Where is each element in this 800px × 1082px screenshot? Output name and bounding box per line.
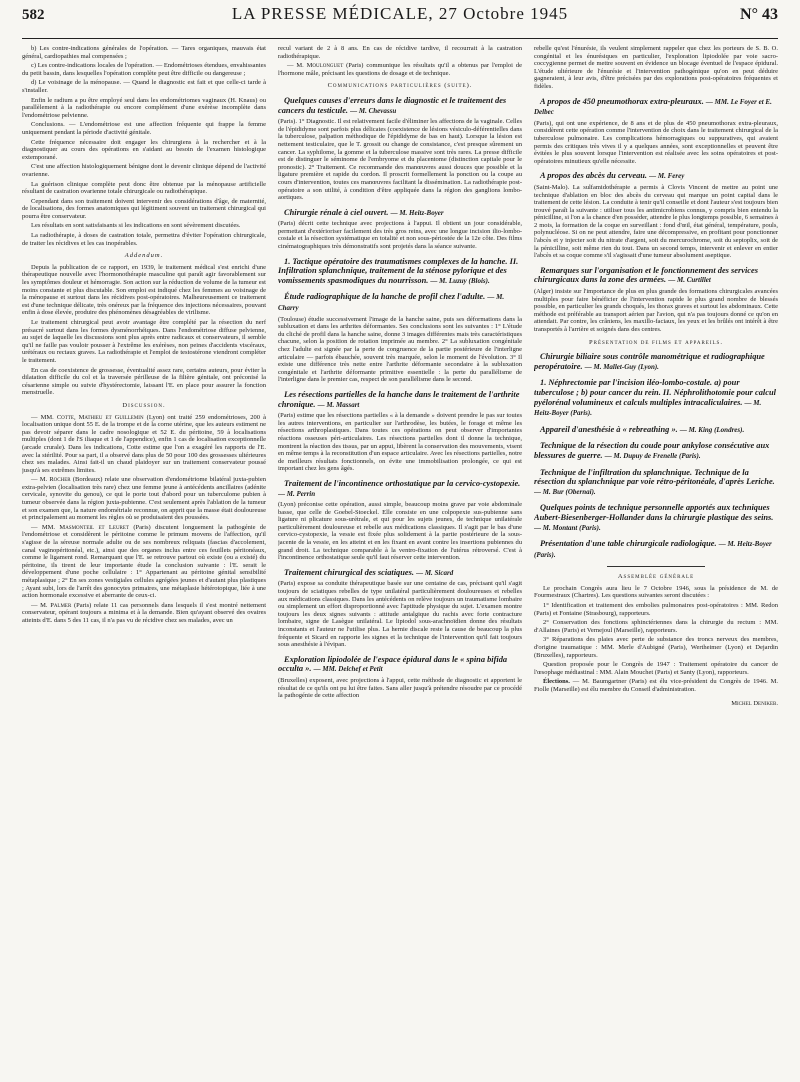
paragraph: recul variant de 2 à 8 ans. En cas de récidive tardive, il recourrait à la castration radiothérapique. <box>278 45 522 60</box>
article-author-text: MM. Le Foyer et E. Delbec <box>534 97 772 117</box>
film-author: — M. Heitz-Boyer (Paris). <box>534 540 772 559</box>
film-author: — M. Mallet-Guy (Lyon). <box>584 362 659 371</box>
paragraph: Question proposée pour le Congrès de 1947 : Traitement opératoire du cancer de l'œsophage médiastinal : MM. Alain Mouchet (Paris) et Santy (Lyon), rapporteurs. <box>534 661 778 676</box>
article-title <box>534 266 778 286</box>
column-3 <box>534 45 778 1077</box>
film-author-city: (Obernai). <box>565 487 596 496</box>
article-body: (Bruxelles) exposent, avec projections à l'appui, cette méthode de diagnostic et apportent le résultat de ce qu'ils ont pu lui être faites. Sans aller jusqu'à prétendre résoudre par ce procédé la pathogénie de cette affection <box>278 676 522 700</box>
article-author-text: M. Ferey <box>657 172 685 181</box>
film-author-text: M. Dupuy de Frenelle <box>613 451 678 460</box>
article-author: — MM. Delchef et Petit <box>313 665 383 674</box>
paragraph: Cette fréquence nécessaire doit engager les chirurgiens à la rechercher et à la diagnostiquer au cours des opérations en s'aidant au besoin de l'examen histologique extemporané. <box>22 138 266 161</box>
film-title-text: Appareil d'anesthésie à « rebreathing ». <box>540 424 678 434</box>
film-author-city: (Paris). <box>534 550 556 559</box>
discussion-paragraph: — M. Rocher (Bordeaux) relate une observation d'endométriome bilatéral juxta-pubien extra-pelvien (localisation très rare) chez une femme jeune à antécédents ancillaires (adénite cervicale, synovite du genou), ce qui le porte tout d'abord pour un tuberculome pubien à tumeur observée dans la région juxta-pubienne. C'est seulement après l'ablation de la tumeur et son examen que, la nature endométriale reconnue, on apprit que la masse était douloureuse et principalement au moment les règles où se produisaient des poussées. <box>22 476 266 522</box>
film-author: — M. Montant (Paris). <box>534 523 601 532</box>
article-title-text: Remarques sur l'organisation et le fonctionnement des services chirurgicaux dans la zone des armées. <box>534 265 758 285</box>
film-title-text: Présentation d'une table chirurgicale radiologique. <box>540 539 717 549</box>
addendum-heading: Addendum. <box>124 252 164 260</box>
article-title-text: Traitement de l'incontinence orthostatique par la cervico-cystopexie. <box>284 478 521 488</box>
film-author: — M. Dupuy de Frenelle (Paris). <box>604 451 701 460</box>
film-title <box>534 352 778 372</box>
text-columns <box>22 45 778 1077</box>
column-1 <box>22 45 266 1077</box>
paragraph: Enfin le radium a pu être employé seul dans les endométriomes vaginaux (H. Knaus) ou parallèlement à la radiothérapie ou encore complément d'une exérèse incomplète dans l'endométriose pelvienne. <box>22 96 266 119</box>
article-author-text: M. Perrin <box>286 489 316 498</box>
article-title <box>278 257 522 287</box>
article-author-city: (Blois). <box>468 276 490 285</box>
discussant-names: MM. Cotte, Mathieu et Guillemin <box>40 413 144 421</box>
discussion-text: (Lyon) ont traité 259 endométrioses, 200 à localisation unique dont 55 E. de la trompe et de la corne utérine, que les auteurs estiment ne pas devoir séparer dans le cadre nosologique et 52 E. du péritoine, 59 à localisations multiples (dont 1 de l'S iliaque et 1 de l'appendice), enfin 1 cas de localisation exceptionnelle (arcade crurale). Dans les indications, Cotte estime que l'on a exagéré les rapports de l'E. avec la stérilité. Pour sa part, il a observé dans plus de 50 pour 100 des grossesses ultérieures chez ses malades. Ainsi fait-il un chaud plaidoyer sur un traitement conservateur poussé jusqu'à ses extrêmes limites. <box>22 413 266 474</box>
assembly-heading: Assemblée générale <box>617 573 695 581</box>
page-number: 582 <box>22 7 45 23</box>
article-author: — M. Chevassu <box>350 106 397 115</box>
journal-title-line <box>82 4 718 24</box>
article-author: — M. Curtillet <box>668 276 711 285</box>
discussion-paragraph: — MM. Cotte, Mathieu et Guillemin (Lyon) ont traité 259 endométrioses, 200 à localisation unique dont 55 E. de la trompe et de la corne utérine, que les auteurs estiment ne pas devoir séparer dans le cadre nosologique et 52 E. du péritoine, 59 à localisations multiples (dont 1 de l'S iliaque et 1 de l'appendice), enfin 1 cas de localisation exceptionnelle (arcade crurale). Dans les indications, Cotte estime que l'on a exagéré les rapports de l'E. avec la stérilité. Pour sa part, il a observé dans plus de 50 pour 100 des grossesses ultérieures chez ses malades. Ainsi fait-il un chaud plaidoyer sur un traitement conservateur poussé jusqu'à ses extrêmes limites. <box>22 413 266 474</box>
film-title <box>534 539 778 560</box>
film-title-text: Technique de l'infiltration du splanchnique. Technique de la résection du splanchnique par voie rétro-péritonéale, d'après Leriche. <box>534 467 775 487</box>
paragraph: 2° Conservation des fonctions sphinctériennes dans la chirurgie du rectum : MM. d'Allaines (Paris) et Vernejoul (Marseille), rapporteurs. <box>534 619 778 634</box>
signature: Michel Denikeb. <box>731 699 778 707</box>
film-author-text: M. Mallet-Guy <box>593 362 637 371</box>
article-author-text: M. Heitz-Boyer <box>399 208 444 217</box>
paragraph: b) Les contre-indications générales de l'opération. — Tares organiques, mauvais état général, cardiopathies mal compensées ; <box>22 45 266 60</box>
article-title <box>534 171 778 182</box>
article-author-text: M. Sicard <box>424 568 454 577</box>
article-author-text: MM. Delchef et Petit <box>322 665 383 674</box>
paragraph: Depuis la publication de ce rapport, en 1939, le traitement médical s'est enrichi d'une thérapeutique nouvelle avec l'hormonothérapie masculine qui paraît agir favorablement sur les symptômes douleur et hémorragie. Son action sur la réduction de volume de la tumeur est moins constante et plus discutable. Son emploi est indiqué chez les femmes au voisinage de la ménopause et surtout dans les récidives post-opératoires. Malheureusement ce traitement est d'une technique délicate, très onéreux par la fréquence des injections nécessaires, pouvant enfin à dose élevée, produire des phénomènes désagréables de virilisme. <box>22 263 266 317</box>
paragraph: La radiothérapie, à doses de castration totale, permettra d'éviter l'opération chirurgicale, de traiter les récidives et les cas inopérables. <box>22 232 266 247</box>
article-body: (Lyon) préconise cette opération, aussi simple, beaucoup moins grave par voie abdominale basse, que celle de Goebel-Stoeckel. Elle consiste en une colpopexie sus-pubienne sans ligature ni plicature sous-urétrale, et qui pour les sujets jeunes, de technique unilatérale particulièrement douloureuse et rebelle aux médications classiques. Il s'agit par le bas d'une cervico-cystopexie, la vessie est fixée plus solidement à la partie postérieure de la sous-jacente de la vessie, en les atteint et en les fixant en avant contre les insertions pubiennes du grand droit. La technique comparable à la ventro-fixation de l'utérus rétroversé. C'est à l'incontinence orthostatique seule qu'il faut réserver cette intervention. <box>278 501 522 562</box>
paragraph: Le traitement chirurgical peut avoir avantage être complété par la résection du nerf présacré surtout dans les formes dysménorrhéiques. Dans l'endométriose diffuse pelvienne, au sujet de laquelle les discussions sont plus après entre radicaux et conservateurs, il semble qu'il ne faille pas vouloir pousser à l'extrême les exérèses, non peines d'accidents viscéraux, urétéraux ou rectaux graves. La radiothérapie et l'emploi de testostérone viendront compléter le traitement. <box>22 319 266 364</box>
discussion-text: (Bordeaux) relate une observation d'endométriome bilatéral juxta-pubien extra-pelvien (localisation très rare) chez une femme jeune à antécédents ancillaires (adénite cervicale, synovite du genou), ce qui le porte tout d'abord pour un tuberculome pubien à tumeur observée dans la région juxta-pubienne. C'est seulement après l'ablation de la tumeur et son examen que, la nature endométriale reconnue, on apprit que la masse était douloureuse et principalement au moment les règles où se produisaient des poussées. <box>22 476 266 522</box>
films-heading: Présentation de films et appareils. <box>589 338 723 346</box>
article-title <box>278 390 522 410</box>
article-author: — M. Massart <box>317 400 360 409</box>
communications-heading: Communications particulières (suite). <box>327 82 473 90</box>
author-name: M. Moulonguet <box>296 62 344 70</box>
article-body: (Paris), qui ont une expérience, de 8 ans et de plus de 450 pneumothorax extra-pleuraux, considèrent cette opération comme l'intervention de choix dans le traitement chirurgical de la tuberculose pulmonaire. Les complications hémorragiques ou suppuratives, qui avaient permis des critiques très vives il y a quelques années, sont exceptionnelles et peuvent être évitées le plus souvent lorsque l'intervention est réalisée avec les soins opératoires et post-opératoires minutieux qu'elle nécessite. <box>534 119 778 165</box>
discussion-heading: Discussion. <box>122 401 166 409</box>
film-author-text: M. Heitz-Boyer <box>727 540 772 549</box>
article-title-text: A propos des abcès du cerveau. <box>540 171 648 181</box>
paragraph: Les résultats en sont satisfaisants si les indications en sont sévèrement discutées. <box>31 222 241 230</box>
article-body: (Saint-Malo). La sulfamidothérapie a permis à Clovis Vincent de mettre au point une technique d'ablation en bloc des abcès du cerveau qui marque un point capital dans le traitement de cette lésion. La conduite à tenir qu'il conseille et dont l'auteur s'est toujours bien trouvé paraît la suivante : utiliser tous les antimicrobiens connus, y compris bien entendu la pénicilline, si l'on a la chance d'en posséder, attendre le plus longtemps possible, 6 semaines à 2 mois, la formation de la coque en surveillant : fond d'œil, état général, température, pouls, polynucléose. Si on ne peut attendre, faire une décompressive, en profitant pour ponctionner l'abcès et y injecter soit du nitrate d'argent, soit du mercurochrome, soit du septoplix, soit de la pénicilline, soit même rien du tout. Dans un second temps, intervenir et enlever en entier l'abcès et sa coque comme s'il s'agissait d'une tumeur absolument aseptique. <box>534 183 778 260</box>
article-author-text: M. Curtillet <box>677 276 711 285</box>
discussion-text: (Paris) relate 11 cas personnels dans lesquels il s'est montré nettement conservateur, opérant toujours a minima et à la demande. Bien qu'ayant observé des ovaires atteints d'E. dans 5 des 11 cas, il n'a pas vu de récidive chez ses malades, avec un <box>22 601 266 624</box>
discussant-names: M. Rocher <box>39 476 71 484</box>
elections-text: — M. Baumgartner (Paris) est élu vice-président du Congrès de 1946. M. Fiolle (Marseille) est élu membre du Conseil d'administration. <box>534 678 778 693</box>
article-title <box>278 479 522 499</box>
article-title-text: Quelques causes d'erreurs dans le diagnostic et le traitement des cancers du testicule. <box>278 95 507 115</box>
film-author: — M. Heitz-Boyer (Paris). <box>534 398 762 418</box>
film-author: — M. King (Londres). <box>679 425 745 434</box>
paragraph: En cas de coexistence de grossesse, éventualité assez rare, certains auteurs, pour éviter la dilatation difficile du col et la traversée périlleuse de la filière génitale, ont préconisé la césarienne simple ou suivie d'hystérectomie, laissant l'E. en place pour assurer la fonction menstruelle. <box>22 366 266 397</box>
paragraph: La guérison clinique complète peut donc être obtenue par la ménopause artificielle résultant de castration ovarienne totale chirurgicale ou radiothérapique. <box>22 180 266 196</box>
film-author-text: M. King <box>688 425 713 434</box>
paragraph: c) Les contre-indications locales de l'opération. — Endométrioses étendues, envahissantes du petit bassin, dans lesquelles l'opération complète peut être difficile ou dangereuse ; <box>22 62 266 77</box>
article-title <box>278 568 522 579</box>
article-author-text: M. Luzuy <box>439 276 467 285</box>
article-author-text: M. Massart <box>326 400 360 409</box>
article-body: (Paris) décrit cette technique avec projections à l'appui. Il obtient un jour considérable, permettant d'extérioriser facilement des très gros reins, avec une longue incision ilio-lombo-costale et la résection systématique en totalité et non sous-périostée de la 12e côte. Des films cinématographiques très démonstratifs sont projetés dans la séance suivante. <box>278 220 522 251</box>
article-body: (Toulouse) étudie successivement l'image de la hanche saine, puis ses déformations dans la subluxation et dans les arthrites déformantes. Ses conclusions sont les suivantes : 1° L'étude du cliché de profil dans la hanche saine, donne 3 images différentes mais très caractéristiques chacune, selon la position de rotation imprimée au membre. 2° La subluxation congénitale chez l'adulte est signée par la perte de congruence de la partie postérieure de l'interligne articulaire — parfois ébauchée, souvent très marquée, selon le moment de l'évolution. 3° Il existe une différence très nette entre l'arthrite déformante secondaire à la subluxation congénitale et l'arthrite déformante primitive essentielle : la perte du parallélisme de l'interligne dans le premier cas, respect de son parallélisme dans le second. <box>278 315 522 384</box>
article-title <box>278 208 522 219</box>
discussion-text: (Paris) discutent longuement la pathogénie de l'endométriose et considèrent le péritoine comme le primum movens de l'affection, qu'il s'agisse de la séreuse normale adulte ou de ses nombreux reliquats (fascias d'accolement, canal vaginopéritonéal, etc.), ainsi que des organes inclus entre ces feuillets péritonéaux, comme le ligament rond. Remarquant que l'E. se retrouve partout où existe (ou a existé) du péritoine, ils tirent de leur importante étude la conclusion suivante : l'E. serait le développement d'une poche cellulaire : 1° Appartenant au péritoine génital sensibilité métaplasique ; 2° En ses zones vestigiales cellules agrégées jeunes et d'autant plus plastiques ; Ayant subi, lors de l'arrêt des gonocytes primaires, une métaplasie hétérotopique, liée à une action hormonale excessive et aberrante de ceux-ci. <box>22 523 266 600</box>
discussion-paragraph: — M. Palmer (Paris) relate 11 cas personnels dans lesquels il s'est montré nettement conservateur, opérant toujours a minima et à la demande. Bien qu'ayant observé des ovaires atteints d'E. dans 5 des 11 cas, il n'a pas vu de récidive chez ses malades, avec un <box>22 601 266 624</box>
issue-number: N° 43 <box>740 6 778 23</box>
article-title-text: Étude radiographique de la hanche de profil chez l'adulte. <box>284 292 486 302</box>
film-author-text: M. Montant <box>542 523 578 532</box>
article-author: — MM. Le Foyer et E. Delbec <box>534 97 772 117</box>
article-title-text: 1. Tactique opératoire des traumatismes complexes de la hanche. II. Infiltration splanchnique, traitement de la sténose pylorique et des vomissements spasmodiques du nourrisson. <box>278 256 519 285</box>
column-2 <box>278 45 522 1077</box>
issue-date: 27 Octobre 1945 <box>438 4 569 23</box>
film-author-city: (Lyon). <box>638 362 659 371</box>
paragraph: Cependant dans son traitement doivent intervenir des considérations d'âge, de maternité, de localisations, des formes anatomiques qui légitiment souvent un traitement chirurgical qui pourra être conservateur. <box>22 197 266 220</box>
section-divider <box>607 566 705 567</box>
film-title <box>534 441 778 461</box>
film-title-text: Chirurgie biliaire sous contrôle manométrique et radiographique peropératoire. <box>534 352 765 371</box>
paragraph: rebelle qu'est l'énurésie, ils veulent simplement rappeler que chez les porteurs de S. B. O. congénital et les énurésiques en particulier, l'exploration lipiodolée par voie sacro-coccygienne permet de mettre souvent en évidence un blocage éventuel de l'espace épidural. L'étude ultérieure de l'énurésie et l'intervention pathogénique qu'on en peut déduire gagneraient, à leur avis, d'être précisées par des explorations post-opératoires fréquentes et fidèles. <box>534 45 778 90</box>
article-author: — M. Luzuy (Blois). <box>430 276 490 285</box>
article-body: (Paris) expose sa conduite thérapeutique basée sur une centaine de cas, précisant qu'il s'agit toujours de sciatiques rebelles de type unilatéral particulièrement douloureuses et rebelles aux médications classiques. Dans les antécédents on relève toujours un traumatisme lombaire ou simplement un effort disproportionné avec l'aptitude physique du sujet. L'examen montre toujours les deux signes suivants : attitude antalgique du rachis avec forte contracture lombaire, signe de Lasègue unilatéral. Le lipiodol sous-arachnoïdien donne des résultats inconstants et l'auteur ne l'utilise plus. La hernie discale reste la cause de beaucoup la plus fréquente et Sicard en rapporte les signes et la technique de l'intervention qu'il fait toujours sous anesthésie à l'évipan. <box>278 580 522 649</box>
article-author: — M. Ferey <box>649 172 685 181</box>
film-author: — M. Bur (Obernai). <box>534 487 596 496</box>
article-author: — M. Sicard <box>416 568 454 577</box>
journal-title: LA PRESSE MÉDICALE, <box>231 4 434 23</box>
film-author-text: M. Bur <box>542 487 564 496</box>
article-title <box>534 97 778 118</box>
article-title-text: A propos de 450 pneumothorax extra-pleuraux. <box>540 96 704 106</box>
article-body: (Paris). 1° Diagnostic. Il est relativement facile d'éliminer les affections de la vaginale. Celles de l'épididyme sont parfois plus délicates (coexistence de lésions vésiculo-déférentielles dans la tuberculose, palpation méthodique de l'épididyme de bas en haut). Lorsque la lésion est nettement testiculaire, que le T. grossit ou change de consistance, c'est presque sûrement un cancer. La syphilome, la gomme et la tuberculose massive sont très rares. La presse difficile est de distinguer le séminome de l'embryome et du placentome (distinction capitale pour le pronostic). 2° Traitement. Ce recommande des manœuvres aussi douces que possible et la ligature première et rapide du cordon. Il proscrit formellement la ponction ou la coupe au cours d'intervention, toutes ces manœuvres facilitant la dissémination. La radiothérapie post-opératoire a son utilité, à condition d'être appliquée dans la région des ganglions lombo-aortiques. <box>278 118 522 202</box>
paragraph: 3° Réparations des plaies avec perte de substance des troncs nerveux des membres, d'origine traumatique : MM. Merle d'Aubigné (Paris), Wertheimer (Lyon) et Dejardin (Bruxelles), rapporteurs. <box>534 636 778 659</box>
page-header <box>22 4 778 39</box>
article-body: (Alger) insiste sur l'importance de plus en plus grande des formations chirurgicales avancées multiples pour faire bénéficier de l'intervention rapide le plus grand nombre de blessés possible, en particulier les grands choqués, les thorax graves et surtout les abdominaux. Cette méthode est préférable au transport aérien par l'avion, qui n'a pas toujours donné ce qu'on en attendait. Par contre, les crâniens, les maxillo-faciaux, les yeux et les brûlés ont intérêt à être transportés à l'arrière et soignés dans des centres. <box>534 288 778 333</box>
article-title <box>278 96 522 116</box>
discussant-names: MM. Masmonteil et Leuret <box>41 523 130 531</box>
article-author-text: M. Charry <box>278 293 505 313</box>
paragraph: d) Le voisinage de la ménopause. — Quand le diagnostic est fait et que celle-ci tarde à s'installer. <box>22 79 266 94</box>
paragraph: Conclusions. — L'endométriose est une affection fréquente qui frappe la femme uniquement pendant la période d'activité génitale. <box>22 121 266 136</box>
article-title <box>278 655 522 675</box>
paragraph: 1° Identification et traitement des embolies pulmonaires post-opératoires : MM. Redon (Paris) et Fontaine (Strasbourg), rapporteurs. <box>534 602 778 617</box>
film-title <box>534 503 778 533</box>
article-author: — M. Heitz-Boyer <box>390 208 444 217</box>
paragraph-text: (Paris) communique les résultats qu'il a obtenus par l'emploi de l'hormone mâle, précisant les questions de dosage et de technique. <box>278 62 522 77</box>
film-title-text: Technique de la résection du coude pour ankylose consécutive aux blessures de guerre. <box>534 441 770 460</box>
film-title-text: 1. Néphrectomie par l'incision iléo-lombo-costale. a) pour tuberculose ; b) pour cancer du rein. II. Néphrolithotomie pour calcul pyélorénal volumineux et calculs multiples intracaliculaires. <box>534 378 776 407</box>
film-author-city: (Londres). <box>714 425 745 434</box>
article-author-text: M. Chevassu <box>358 106 397 115</box>
paragraph: Le prochain Congrès aura lieu le 7 Octobre 1946, sous la présidence de M. de Fourmestraux (Chartres). Les questions suivantes seront discutées : <box>534 584 778 600</box>
film-author-city: (Paris). <box>570 409 592 418</box>
article-title-text: Chirurgie rénale à ciel ouvert. <box>284 207 389 217</box>
film-title <box>534 425 778 436</box>
film-title-text: Quelques points de technique personnelle apportés aux techniques Aubert-Biesenberger-Hollander dans la chirurgie plastique des seins. <box>534 503 774 522</box>
discussion-paragraph: — MM. Masmonteil et Leuret (Paris) discutent longuement la pathogénie de l'endométriose et considèrent le péritoine comme le primum movens de l'affection, qu'il s'agisse de la séreuse normale adulte ou de ses nombreux reliquats (fascias d'accolement, canal vaginopéritonéal, etc.), ainsi que des organes inclus entre ces feuillets péritonéaux, comme le ligament rond. Remarquant que l'E. se retrouve partout où existe (ou a existé) du péritoine, ils tirent de leur importante étude la conclusion suivante : l'E. serait le développement d'une poche cellulaire : 1° Appartenant au péritoine génital sensibilité métaplasique ; 2° En ses zones vestigiales cellules agrégées jeunes et d'autant plus plastiques ; Ayant subi, lors de l'arrêt des gonocytes primaires, une métaplasie hétérotopique, liée à une action hormonale excessive et aberrante de ceux-ci. <box>22 523 266 600</box>
article-author: — M. Perrin <box>278 489 316 498</box>
elections-label: Élections. <box>543 678 570 686</box>
discussant-names: M. Palmer <box>40 601 72 609</box>
film-title <box>534 378 778 418</box>
film-author-text: M. Heitz-Boyer <box>534 398 762 418</box>
article-body: (Paris) estime que les résections partielles « à la demande » doivent prendre le pas sur toutes les autres interventions, en particulier sur l'arthrodèse, les butées, le forage et même les résections arthroplastiques. Dans toutes ces opérations on peut observer d'importantes réactions osseuses péri-articulaires. Les résections partielles dont il donne la technique, montrent la réaction des tissus, par un appui, libèrent la conservation des mouvements, visent en même temps à la reconstitution d'un espace articulaire. Avec les résections partielles, notre de meilleurs résultats fonctionnels, on évite une immobilisation prolongée, ce qui est important chez les gens âgés. <box>278 412 522 473</box>
paragraph <box>534 678 778 693</box>
article-title-text: Traitement chirurgical des sciatiques. <box>284 567 414 577</box>
film-title <box>534 468 778 498</box>
article-author: — M. Charry <box>278 293 505 313</box>
article-title <box>278 292 522 313</box>
film-author-city: (Paris). <box>679 451 701 460</box>
article-title-text: Exploration lipiodolée de l'espace épidural dans le « spina bifida occulta ». <box>278 654 508 674</box>
article-title-text: Les résections partielles de la hanche dans le traitement de l'arthrite chronique. <box>278 389 520 409</box>
paragraph: C'est une affection histologiquement bénigne dont le devenir clinique dépend de l'activité ovarienne. <box>22 163 266 178</box>
film-author-city: (Paris). <box>579 523 601 532</box>
paragraph: — M. Moulonguet (Paris) communique les résultats qu'il a obtenus par l'emploi de l'hormone mâle, précisant les questions de dosage et de technique. <box>278 62 522 77</box>
